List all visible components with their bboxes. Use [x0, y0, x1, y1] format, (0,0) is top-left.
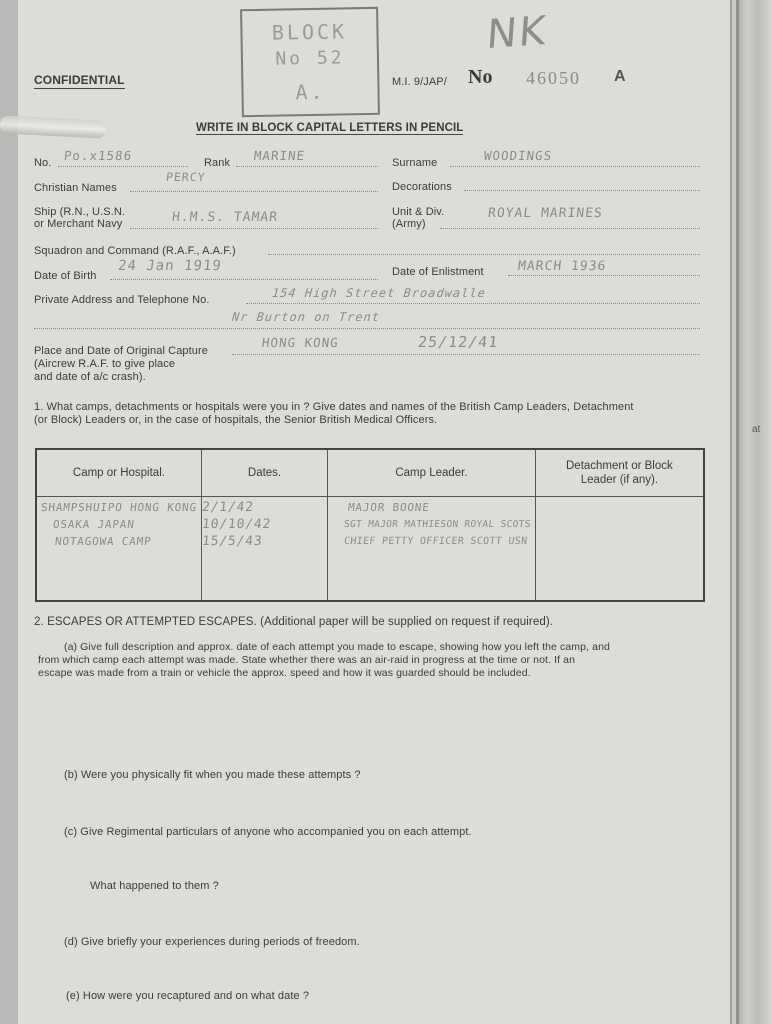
edge-note: at — [752, 424, 761, 435]
address-value-1: 154 High Street Broadwalle — [271, 286, 487, 300]
q2a-text-2: from which camp each attempt was made. State whether there was an air-raid in progress at the time or not. If an — [38, 654, 576, 666]
dates-cell — [201, 497, 327, 602]
enlistment-label: Date of Enlistment — [392, 266, 484, 278]
underlying-pages — [736, 0, 772, 1024]
camp-cell — [36, 497, 201, 602]
q2d-text: (d) Give briefly your experiences during periods of freedom. — [64, 936, 360, 948]
number-suffix: A — [614, 68, 626, 85]
header-camp-leader: Camp Leader. — [328, 449, 536, 497]
unit-value: ROYAL MARINES — [487, 206, 604, 221]
block-stamp — [240, 7, 380, 117]
mi-reference: M.I. 9/JAP/ — [392, 76, 447, 88]
ship-label-2: or Merchant Navy — [34, 218, 123, 230]
rank-value: MARINE — [253, 148, 306, 163]
q2c-followup: What happened to them ? — [90, 880, 219, 892]
decorations-label: Decorations — [392, 181, 452, 193]
capture-label-3: and date of a/c crash). — [34, 371, 146, 383]
camps-table — [35, 448, 705, 602]
leader-3: CHIEF PETTY OFFICER SCOTT USN — [343, 536, 529, 547]
no-label: No. — [34, 157, 52, 169]
no-value: Po.x1586 — [63, 148, 134, 163]
enlistment-value: MARCH 1936 — [517, 259, 608, 274]
q2c-text: (c) Give Regimental particulars of anyone who accompanied you on each attempt. — [64, 826, 472, 838]
q1-text-1: 1. What camps, detachments or hospitals were you in ? Give dates and names of the British Camp Leaders, Detachment — [34, 401, 634, 413]
q2-heading: 2. ESCAPES OR ATTEMPTED ESCAPES. (Additional paper will be supplied on request if required). — [34, 616, 554, 628]
unit-label-2: (Army) — [392, 218, 426, 230]
q2a-text-1: (a) Give full description and approx. date of each attempt you made to escape, showing how you left the camp, and — [64, 641, 610, 653]
capture-date: 25/12/41 — [417, 333, 500, 351]
camp-1: SHAMPSHUIPO HONG KONG — [40, 501, 198, 514]
stamp-line-1: BLOCK — [271, 19, 348, 45]
q2a-text-3: escape was made from a train or vehicle the approx. speed and how it was guarded should be included. — [38, 667, 531, 679]
stamp-line-3: A. — [295, 79, 326, 105]
table-row — [36, 497, 704, 602]
detachment-cell — [535, 497, 704, 602]
address-label: Private Address and Telephone No. — [34, 294, 210, 306]
date-1: 2/1/42 — [201, 500, 255, 515]
confidential-label: CONFIDENTIAL — [34, 73, 125, 87]
address-value-2: Nr Burton on Trent — [231, 310, 381, 324]
ship-label-1: Ship (R.N., U.S.N. — [34, 206, 126, 218]
camp-2: OSAKA JAPAN — [52, 518, 136, 531]
surname-label: Surname — [392, 157, 438, 169]
leader-1: MAJOR BOONE — [347, 501, 431, 514]
squadron-label: Squadron and Command (R.A.F., A.A.F.) — [34, 245, 236, 257]
camp-3: NOTAGOWA CAMP — [54, 535, 153, 548]
header-dates: Dates. — [201, 449, 327, 497]
christian-names-label: Christian Names — [34, 182, 117, 194]
dob-value: 24 Jan 1919 — [117, 258, 223, 274]
pencil-instruction: WRITE IN BLOCK CAPITAL LETTERS IN PENCIL — [196, 122, 464, 134]
header-camp: Camp or Hospital. — [36, 449, 201, 497]
number-value: 46050 — [526, 68, 581, 88]
q1-text-2: (or Block) Leaders or, in the case of hospitals, the Senior British Medical Officers. — [34, 414, 438, 426]
number-label: No — [468, 66, 493, 88]
dob-label: Date of Birth — [34, 270, 97, 282]
capture-place: HONG KONG — [261, 335, 340, 350]
date-3: 15/5/43 — [201, 534, 264, 549]
header-detachment-leader: Detachment or Block Leader (if any). — [535, 449, 704, 497]
rank-label: Rank — [204, 157, 231, 169]
surname-value: WOODINGS — [483, 148, 554, 163]
q2b-text: (b) Were you physically fit when you made these attempts ? — [64, 769, 361, 781]
ship-value: H.M.S. TAMAR — [171, 210, 279, 225]
leader-2: SGT MAJOR MATHIESON ROYAL SCOTS — [343, 519, 532, 530]
christian-names-value: PERCY — [165, 170, 207, 184]
capture-label-1: Place and Date of Original Capture — [34, 345, 208, 357]
nk-annotation: NK — [485, 7, 549, 59]
leader-cell — [328, 497, 536, 602]
capture-label-2: (Aircrew R.A.F. to give place — [34, 358, 176, 370]
stamp-line-2: No 52 — [275, 47, 345, 70]
unit-label-1: Unit & Div. — [392, 206, 445, 218]
date-2: 10/10/42 — [201, 517, 272, 532]
q2e-text: (e) How were you recaptured and on what date ? — [66, 990, 310, 1002]
